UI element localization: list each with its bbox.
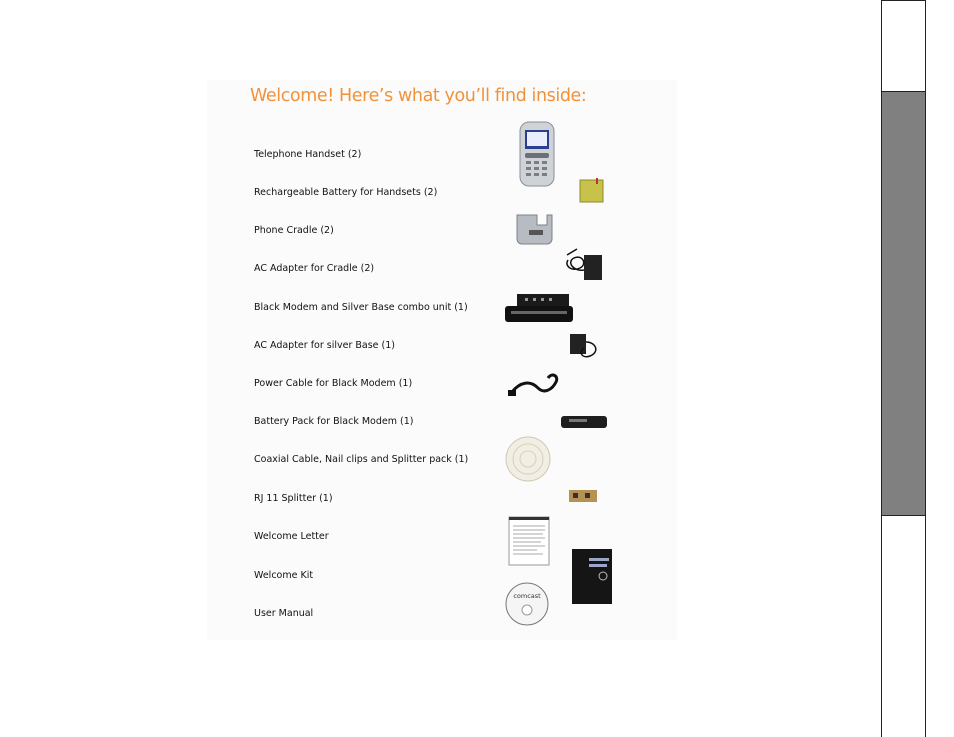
- welcome-panel: [207, 80, 677, 640]
- list-item: Rechargeable Battery for Handsets (2): [254, 187, 438, 198]
- list-item: AC Adapter for Cradle (2): [254, 263, 375, 274]
- phone-cradle-icon: [517, 215, 552, 244]
- list-item: Welcome Kit: [254, 570, 314, 581]
- ac-adapter-icon: [570, 334, 596, 357]
- list-item: RJ 11 Splitter (1): [254, 493, 333, 504]
- side-tab-strip: [881, 0, 926, 737]
- side-tab-top: [882, 0, 925, 92]
- side-tab-active: [882, 92, 925, 516]
- ac-adapter-icon: [567, 249, 602, 280]
- modem-combo-unit-icon: [505, 294, 573, 322]
- battery-icon: [580, 178, 603, 202]
- rj11-splitter-icon: [569, 490, 597, 502]
- battery-pack-icon: [561, 416, 607, 428]
- welcome-kit-icon: [572, 549, 612, 604]
- welcome-letter-icon: [509, 517, 549, 565]
- list-item: Battery Pack for Black Modem (1): [254, 416, 414, 427]
- page-title: Welcome! Here’s what you’ll find inside:: [250, 86, 587, 106]
- product-images: [207, 80, 677, 640]
- cd-label: comcast: [513, 592, 541, 600]
- list-item: Telephone Handset (2): [254, 149, 362, 160]
- coaxial-cable-icon: [506, 437, 550, 481]
- telephone-handset-icon: [520, 122, 554, 186]
- list-item: User Manual: [254, 608, 314, 619]
- list-item: Welcome Letter: [254, 531, 329, 542]
- list-item: AC Adapter for silver Base (1): [254, 340, 396, 351]
- list-item: Phone Cradle (2): [254, 225, 334, 236]
- list-item: Black Modem and Silver Base combo unit (1): [254, 302, 468, 313]
- list-item: Coaxial Cable, Nail clips and Splitter pack (1): [254, 454, 469, 465]
- power-cable-icon: [508, 375, 557, 396]
- user-manual-cd-icon: [506, 583, 548, 625]
- side-tab-bottom: [882, 516, 925, 737]
- list-item: Power Cable for Black Modem (1): [254, 378, 413, 389]
